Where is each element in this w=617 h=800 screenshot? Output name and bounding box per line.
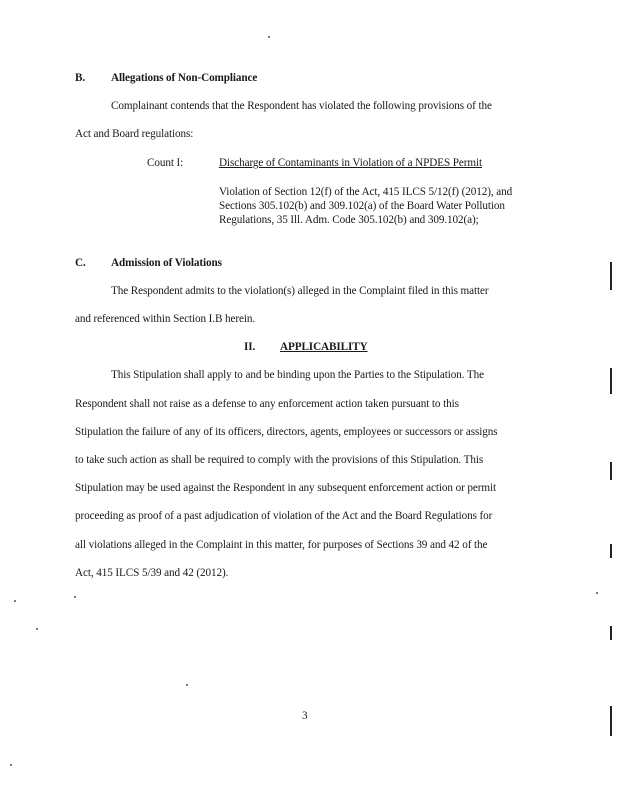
scan-mark (610, 626, 612, 640)
section-b-intro-line-1: Complainant contends that the Respondent has violated the following provisions of the (111, 100, 492, 112)
section-c-line: The Respondent admits to the violation(s) alleged in the Complaint filed in this matter (111, 285, 489, 297)
section-ii-line: Respondent shall not raise as a defense to any enforcement action taken pursuant to this (75, 398, 459, 410)
scan-mark (610, 462, 612, 480)
scan-speck (186, 684, 188, 686)
section-ii-line: Act, 415 ILCS 5/39 and 42 (2012). (75, 567, 229, 579)
section-b-intro-line-2: Act and Board regulations: (75, 128, 194, 140)
count-title: Discharge of Contaminants in Violation of a NPDES Permit (219, 157, 483, 169)
scan-speck (268, 36, 270, 38)
count-label: Count I: (147, 157, 184, 169)
scan-speck (14, 600, 16, 602)
scan-mark (610, 544, 612, 558)
section-ii-heading: APPLICABILITY (280, 341, 368, 353)
section-c-letter: C. (75, 257, 86, 269)
section-ii-line: all violations alleged in the Complaint in this matter, for purposes of Sections 39 and 42 of the (75, 539, 488, 551)
scan-speck (36, 628, 38, 630)
section-b-letter: B. (75, 72, 86, 84)
section-ii-line: proceeding as proof of a past adjudication of violation of the Act and the Board Regulations for (75, 510, 493, 522)
section-ii-line: Stipulation may be used against the Respondent in any subsequent enforcement action or permit (75, 482, 497, 494)
scan-speck (10, 764, 12, 766)
count-detail-line: Sections 305.102(b) and 309.102(a) of the Board Water Pollution (219, 200, 505, 212)
count-detail-line: Violation of Section 12(f) of the Act, 415 ILCS 5/12(f) (2012), and (219, 186, 513, 198)
section-c-line: and referenced within Section I.B herein. (75, 313, 256, 325)
section-ii-line: to take such action as shall be required to comply with the provisions of this Stipulation. This (75, 454, 484, 466)
scan-mark (610, 262, 612, 290)
section-b-heading: Allegations of Non-Compliance (111, 72, 258, 84)
scan-speck (74, 596, 76, 598)
scan-mark (610, 368, 612, 394)
page-number: 3 (302, 710, 308, 722)
section-ii-line: Stipulation the failure of any of its officers, directors, agents, employees or successors or assigns (75, 426, 498, 438)
section-ii-line: This Stipulation shall apply to and be binding upon the Parties to the Stipulation. The (111, 369, 484, 381)
scan-mark (610, 706, 612, 736)
count-detail-line: Regulations, 35 Ill. Adm. Code 305.102(b) and 309.102(a); (219, 214, 479, 226)
section-c-heading: Admission of Violations (111, 257, 222, 269)
scan-speck (596, 592, 598, 594)
section-ii-number: II. (244, 341, 256, 353)
